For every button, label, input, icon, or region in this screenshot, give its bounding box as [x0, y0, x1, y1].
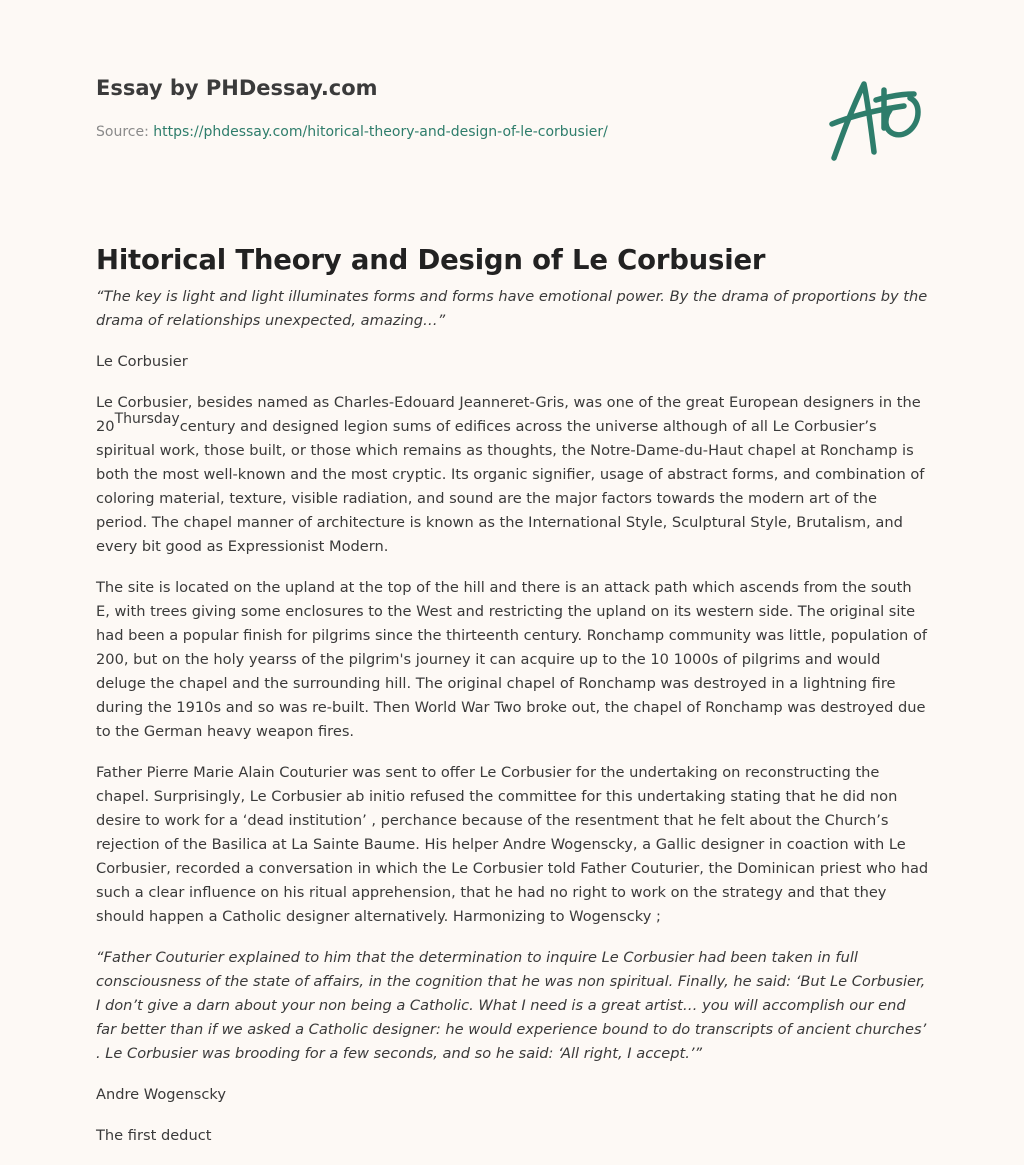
- site-title: Essay by PHDessay.com: [96, 76, 378, 100]
- superscript-text: Thursday: [114, 411, 180, 427]
- essay-body: [96, 285, 930, 1165]
- source-label: Source:: [96, 124, 154, 140]
- quote-attribution: Le Corbusier: [96, 353, 188, 370]
- essay-title: Hitorical Theory and Design of Le Corbusier: [96, 244, 766, 277]
- paragraph: Father Pierre Marie Alain Couturier was sent to offer Le Corbusier for the undertaking on reconstructing the chapel. Surprisingly, Le Corbusier ab initio refused the committee for this undertaking stating that he did non desire to work for a ‘dead institution’ , perchance because of the resentment that he felt about the Church’s rejection of the Basilica at La Sainte Baume. His helper Andre Wogenscky, a Gallic designer in coaction with Le Corbusier, recorded a conversation in which the Le Corbusier told Father Couturier, the Dominican priest who had such a clear influence on his ritual apprehension, that he had no right to work on the strategy and that they should happen a Catholic designer alternatively. Harmonizing to Wogenscky ;: [96, 764, 929, 925]
- paragraph-text: century and designed legion sums of edifices across the universe although of all Le Corbusier’s spiritual work, those built, or those which remains as thoughts, the Notre-Dame-du-Haut chapel at Ronchamp is both the most well-known and the most cryptic. Its organic signifier, usage of abstract forms, and combination of coloring material, texture, visible radiation, and sound are the major factors towards the modern art of the period. The chapel manner of architecture is known as the International Style, Sculptural Style, Brutalism, and every bit good as Expressionist Modern.: [96, 418, 925, 555]
- source-line: [96, 124, 608, 140]
- paragraph-text: Le Corbusier, besides named as Charles-Edouard Jeanneret-Gris, was one of the great European designers in the 20: [96, 394, 921, 435]
- paragraph: The first deduct: [96, 1127, 212, 1144]
- quote-attribution: Andre Wogenscky: [96, 1086, 226, 1103]
- source-link[interactable]: https://phdessay.com/hitorical-theory-and-design-of-le-corbusier/: [153, 124, 608, 140]
- paragraph: [96, 391, 930, 559]
- opening-quote: “The key is light and light illuminates forms and forms have emotional power. By the drama of proportions by the drama of relationships unexpected, amazing…”: [96, 288, 928, 329]
- paragraph: The site is located on the upland at the top of the hill and there is an attack path which ascends from the south E, with trees giving some enclosures to the West and restricting the upland on its western side. The original site had been a popular finish for pilgrims since the thirteenth century. Ronchamp community was little, population of 200, but on the holy yearss of the pilgrim's journey it can acquire up to the 10 1000s of pilgrims and would deluge the chapel and the surrounding hill. The original chapel of Ronchamp was destroyed in a lightning fire during the 1910s and so was re-built. Then World War Two broke out, the chapel of Ronchamp was destroyed due to the German heavy weapon fires.: [96, 579, 928, 740]
- a-plus-logo-icon: [818, 66, 930, 166]
- block-quote: “Father Couturier explained to him that the determination to inquire Le Corbusier had been taken in full consciousness of the state of affairs, in the cognition that he was non spiritual. Finally, he said: ‘But Le Corbusier, I don’t give a darn about your non being a Catholic. What I need is a great artist… you will accomplish our end far better than if we asked a Catholic designer: he would experience bound to do transcripts of ancient churches’ . Le Corbusier was brooding for a few seconds, and so he said: ‘All right, I accept.’”: [96, 949, 927, 1062]
